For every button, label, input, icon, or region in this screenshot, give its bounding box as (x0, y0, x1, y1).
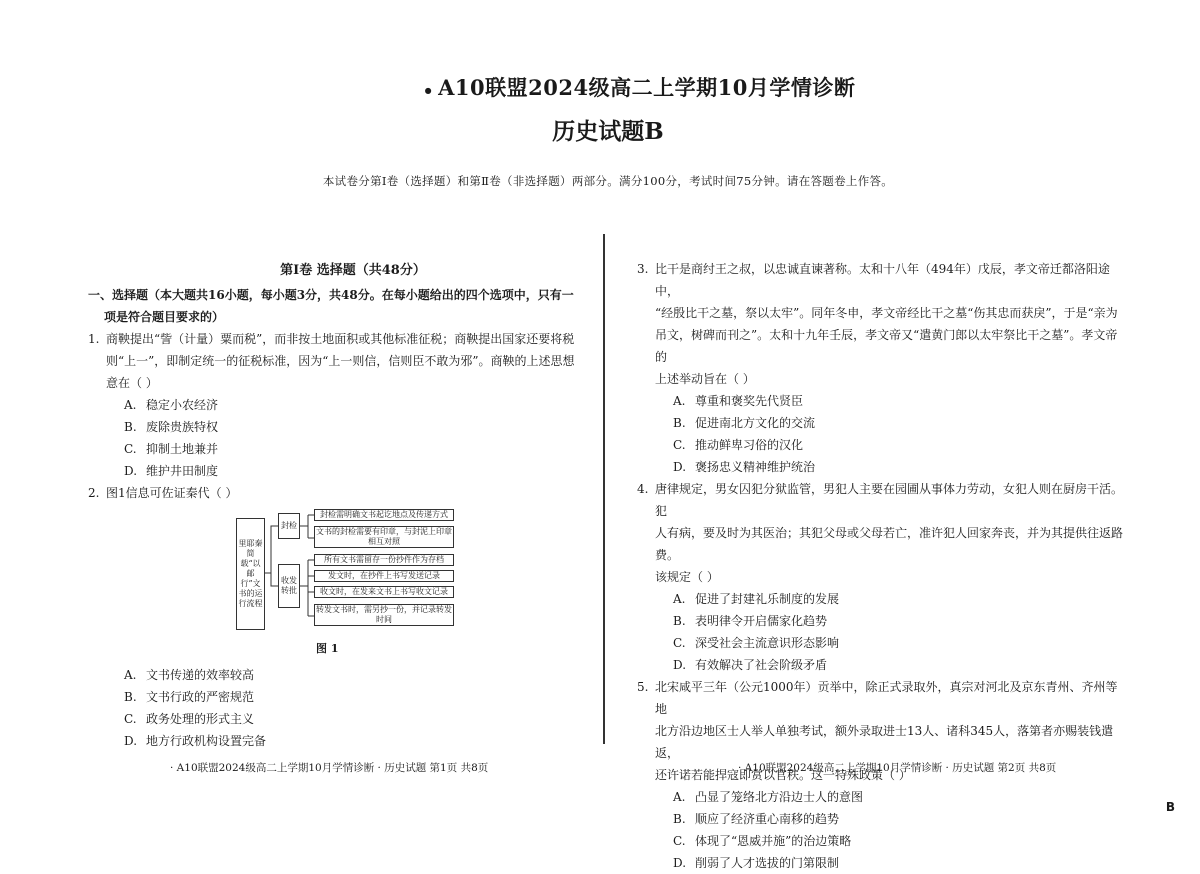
option-text: 维护井田制度 (146, 464, 219, 478)
section-intro-line-2: 项是符合题目要求的） (104, 310, 225, 324)
option-a[interactable] (655, 786, 1127, 808)
question-2 (88, 482, 578, 752)
right-column (637, 258, 1127, 874)
question-number: 3. (637, 262, 649, 276)
option-letter: C. (673, 834, 686, 848)
option-text: 推动鲜卑习俗的汉化 (695, 438, 804, 452)
figure-group1-item: 封检需明确文书起讫地点及传递方式 (314, 509, 454, 521)
option-letter: D. (124, 464, 138, 478)
option-text: 顺应了经济重心南移的趋势 (695, 812, 840, 826)
connector-main-to-group1 (265, 526, 278, 573)
question-number: 5. (637, 680, 649, 694)
option-letter: A. (124, 668, 137, 682)
section-intro (88, 284, 578, 328)
figure-group1-label: 封检 (278, 513, 300, 539)
option-letter: C. (673, 438, 686, 452)
option-b[interactable] (655, 412, 1127, 434)
option-letter: D. (673, 658, 687, 672)
exam-title (0, 72, 1200, 102)
option-letter: B. (673, 812, 686, 826)
version-mark: B (1165, 800, 1175, 814)
option-b[interactable] (655, 808, 1127, 830)
option-letter: C. (673, 636, 686, 650)
option-letter: B. (124, 690, 137, 704)
option-letter: B. (124, 420, 137, 434)
section-intro-line-1: 一、选择题（本大题共16小题，每小题3分，共48分。在每小题给出的四个选项中，只有一 (88, 288, 574, 302)
question-1 (88, 328, 578, 482)
figure-group2-item: 转发文书时，需另抄一份，并记录转发时间 (316, 605, 452, 624)
option-letter: C. (124, 712, 137, 726)
question-3 (637, 258, 1127, 478)
option-letter: A. (673, 394, 686, 408)
question-stem-line: 该规定（ ） (655, 570, 719, 584)
question-stem-line: 北宋咸平三年（公元1000年）贡举中，除正式录取外，真宗对河北及京东青州、齐州等地 (655, 680, 1118, 716)
option-letter: D. (673, 856, 687, 870)
option-c[interactable] (106, 438, 578, 460)
figure-group2-item: 所有文书需留存一份抄件作为存档 (314, 554, 454, 566)
option-d[interactable] (655, 852, 1127, 874)
exam-subtitle: 历史试题B (552, 118, 664, 145)
option-a[interactable] (106, 664, 578, 686)
option-text: 促进南北方文化的交流 (695, 416, 816, 430)
question-stem-line: 图1信息可佐证秦代（ ） (106, 486, 238, 500)
option-d[interactable] (106, 730, 578, 752)
connector-main-to-group2 (271, 573, 278, 586)
question-5 (637, 676, 1127, 874)
question-number: 4. (637, 482, 649, 496)
option-d[interactable] (106, 460, 578, 482)
option-text: 削弱了人才选拔的门第限制 (695, 856, 840, 870)
option-text: 稳定小农经济 (146, 398, 219, 412)
question-stem-line: 吊文，树碑而刊之”。太和十九年壬辰，孝文帝又“遣黄门郎以太牢祭比干之墓”。孝文帝的 (655, 328, 1118, 364)
section-title: 第Ⅰ卷 选择题（共48分） (280, 263, 426, 278)
option-d[interactable] (655, 654, 1127, 676)
option-letter: C. (124, 442, 137, 456)
option-text: 地方行政机构设置完备 (146, 734, 267, 748)
figure-group1-item: 文书的封检需要有印章，与封泥上印章相互对照 (316, 527, 452, 546)
option-text: 褒扬忠义精神维护统治 (695, 460, 816, 474)
question-stem-line: 还许诺若能捍寇即赏以官秩。这一特殊政策（ ） (655, 768, 911, 782)
question-stem-line: 商鞅提出“訾（计量）粟而税”，而非按土地面积或其他标准征税；商鞅提出国家还要将税 (106, 332, 575, 346)
option-text: 尊重和褒奖先代贤臣 (695, 394, 804, 408)
option-letter: B. (673, 614, 686, 628)
option-b[interactable] (106, 686, 578, 708)
option-a[interactable] (655, 390, 1127, 412)
title-dot-icon: ● (424, 84, 433, 95)
figure-caption: 图 1 (316, 642, 339, 655)
question-stem-line: 人有病，要及时为其医治；其犯父母或父母若亡，准许犯人回家奔丧，并为其提供往返路费。 (655, 526, 1124, 562)
figure-group2-item: 收文时，在发来文书上书写收文记录 (314, 586, 454, 598)
option-c[interactable] (655, 434, 1127, 456)
option-text: 促进了封建礼乐制度的发展 (695, 592, 840, 606)
figure-main-label: 里耶秦简载“以邮行”文书的运行流程 (236, 518, 265, 630)
option-letter: D. (124, 734, 138, 748)
option-text: 深受社会主流意识形态影响 (695, 636, 840, 650)
option-text: 文书传递的效率较高 (146, 668, 255, 682)
exam-instructions: 本试卷分第Ⅰ卷（选择题）和第Ⅱ卷（非选择题）两部分。满分100分，考试时间75分钟。请在答题卷上作答。 (322, 174, 894, 188)
left-column (88, 258, 578, 752)
question-stem-line: 上述举动旨在（ ） (655, 372, 755, 386)
footer-page-1: · A10联盟2024级高二上学期10月学情诊断 · 历史试题 第1页 共8页 (170, 762, 489, 774)
option-c[interactable] (655, 830, 1127, 852)
option-text: 有效解决了社会阶级矛盾 (695, 658, 828, 672)
option-letter: A. (124, 398, 137, 412)
question-stem-line: 意在（ ） (106, 376, 158, 390)
option-letter: A. (673, 592, 686, 606)
question-stem-line: 比干是商纣王之叔，以忠诚直谏著称。太和十八年（494年）戊辰，孝文帝迁都洛阳途中， (655, 262, 1110, 298)
exam-title-text: A10联盟2024级高二上学期10月学情诊断 (438, 75, 856, 100)
option-text: 抑制土地兼并 (146, 442, 219, 456)
question-stem-line: “经殷比干之墓，祭以太牢”。同年冬申，孝文帝经比干之墓“伤其忠而获戾”，于是“亲为 (655, 306, 1118, 320)
question-4 (637, 478, 1127, 676)
option-letter: B. (673, 416, 686, 430)
option-a[interactable] (106, 394, 578, 416)
figure-1-diagram (236, 508, 536, 638)
question-stem-line: 北方沿边地区士人举人单独考试，额外录取进士13人、诸科345人，落第者亦赐装钱遣返， (655, 724, 1114, 760)
option-text: 废除贵族特权 (146, 420, 219, 434)
option-text: 文书行政的严密规范 (146, 690, 255, 704)
option-b[interactable] (655, 610, 1127, 632)
column-divider (603, 234, 605, 744)
question-number: 1. (88, 332, 100, 346)
option-letter: D. (673, 460, 687, 474)
figure-group2-label: 收发转批 (278, 564, 300, 608)
question-stem-line: 唐律规定，男女囚犯分狱监管，男犯人主要在园圃从事体力劳动，女犯人则在厨房干活。犯 (655, 482, 1124, 518)
question-number: 2. (88, 486, 100, 500)
option-d[interactable] (655, 456, 1127, 478)
figure-group2-item: 发文时，在抄件上书写发送记录 (314, 570, 454, 582)
option-text: 表明律令开启儒家化趋势 (695, 614, 828, 628)
question-stem-line: 则“上一”，即制定统一的征税标准，因为“上一则信，信则臣不敢为邪”。商鞅的上述思想 (106, 354, 575, 368)
footer-page-2: · A10联盟2024级高二上学期10月学情诊断 · 历史试题 第2页 共8页 (738, 762, 1057, 774)
option-text: 体现了“恩威并施”的治边策略 (695, 834, 852, 848)
option-text: 凸显了笼络北方沿边士人的意图 (695, 790, 864, 804)
option-text: 政务处理的形式主义 (146, 712, 255, 726)
option-a[interactable] (655, 588, 1127, 610)
option-b[interactable] (106, 416, 578, 438)
option-letter: A. (673, 790, 686, 804)
option-c[interactable] (655, 632, 1127, 654)
option-c[interactable] (106, 708, 578, 730)
